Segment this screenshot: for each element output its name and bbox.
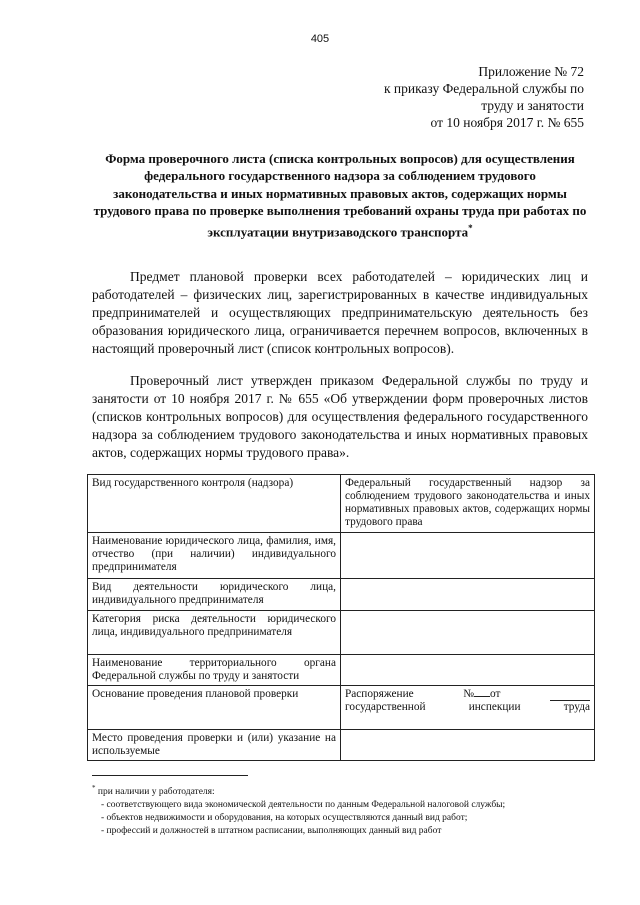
table-cell-label: Место проведения проверки и (или) указание на используемые	[88, 730, 341, 761]
table-cell-value-empty[interactable]	[341, 730, 595, 761]
order-line-2: государственной инспекции труда	[345, 701, 590, 713]
footnotes	[92, 782, 592, 838]
table-row	[88, 730, 595, 761]
table-cell-order	[341, 686, 595, 730]
table-cell-label: Вид государственного контроля (надзора)	[88, 475, 341, 533]
footnote-head	[92, 782, 592, 799]
table-cell-label: Вид деятельности юридического лица, индивидуального предпринимателя	[88, 579, 341, 611]
order-number-label: №	[463, 688, 474, 700]
table-row	[88, 655, 595, 686]
footnote-item: - объектов недвижимости и оборудования, на которых осуществляются данный вид работ;	[101, 813, 468, 824]
footnote-item: - профессий и должностей в штатном расписании, выполняющих данный вид работ	[101, 826, 442, 837]
table-cell-label: Основание проведения плановой проверки	[88, 686, 341, 730]
table-row	[88, 475, 595, 533]
table-cell-value-empty[interactable]	[341, 533, 595, 579]
paragraph-subject: Предмет плановой проверки всех работодателей – юридических лиц и работодателей – физических лиц, зарегистрированных в качестве индивидуальных предпринимателей и осуществляющих предпринимательскую деятельность без образования юридического лица, ограничивается перечнем вопросов, включенных в настоящий проверочный лист (список контрольных вопросов).	[92, 269, 588, 356]
form-title-text: Форма проверочного листа (списка контрольных вопросов) для осуществления федерального государственного надзора за соблюдением трудового законодательства и иных нормативных правовых актов, содержащих нормы трудового права по проверке выполнения требований охраны труда при работах по эксплуатации внутризаводского транспорта	[93, 151, 587, 239]
table-cell-value-empty[interactable]	[341, 655, 595, 686]
form-title	[92, 150, 588, 240]
info-table	[87, 474, 595, 761]
appendix-line-1: Приложение № 72	[478, 64, 584, 79]
order-line	[345, 688, 590, 701]
table-row	[88, 533, 595, 579]
order-date-blank[interactable]	[550, 688, 590, 701]
order-from-label: от	[489, 688, 501, 700]
table-cell-value: Федеральный государственный надзор за соблюдением трудового законодательства и иных нормативных правовых актов, содержащих нормы трудового права	[341, 475, 595, 533]
order-number-blank[interactable]	[474, 696, 490, 697]
appendix-line-2: к приказу Федеральной службы по	[383, 81, 584, 96]
appendix-header	[384, 63, 584, 131]
page-number: 405	[310, 33, 330, 45]
table-cell-label: Наименование территориального органа Федеральной службы по труду и занятости	[88, 655, 341, 686]
table-row	[88, 686, 595, 730]
table-row	[88, 611, 595, 655]
appendix-line-4: от 10 ноября 2017 г. № 655	[430, 115, 584, 130]
table-cell-label: Категория риска деятельности юридического лица, индивидуального предпринимателя	[88, 611, 341, 655]
table-cell-label: Наименование юридического лица, фамилия, имя, отчество (при наличии) индивидуального предпринимателя	[88, 533, 341, 579]
table-row	[88, 579, 595, 611]
paragraph-approval: Проверочный лист утвержден приказом Федеральной службы по труду и занятости от 10 ноября 2017 г. № 655 «Об утверждении форм проверочных листов (списков контрольных вопросов) для осуществления федерального государственного надзора за соблюдением трудового законодательства и иных нормативных правовых актов, содержащих нормы трудового права».	[92, 373, 588, 460]
footnote-item: - соответствующего вида экономической деятельности по данным Федеральной налоговой службы;	[101, 800, 506, 811]
table-cell-value-empty[interactable]	[341, 611, 595, 655]
appendix-line-3: труду и занятости	[481, 98, 584, 113]
footnote-mark: *	[92, 784, 96, 792]
order-number-group	[463, 688, 500, 701]
footnote-divider	[92, 775, 248, 776]
table-cell-value-empty[interactable]	[341, 579, 595, 611]
footnote-head-text: при наличии у работодателя:	[97, 787, 215, 798]
title-footnote-mark: *	[468, 222, 473, 233]
order-word: Распоряжение	[345, 688, 414, 700]
